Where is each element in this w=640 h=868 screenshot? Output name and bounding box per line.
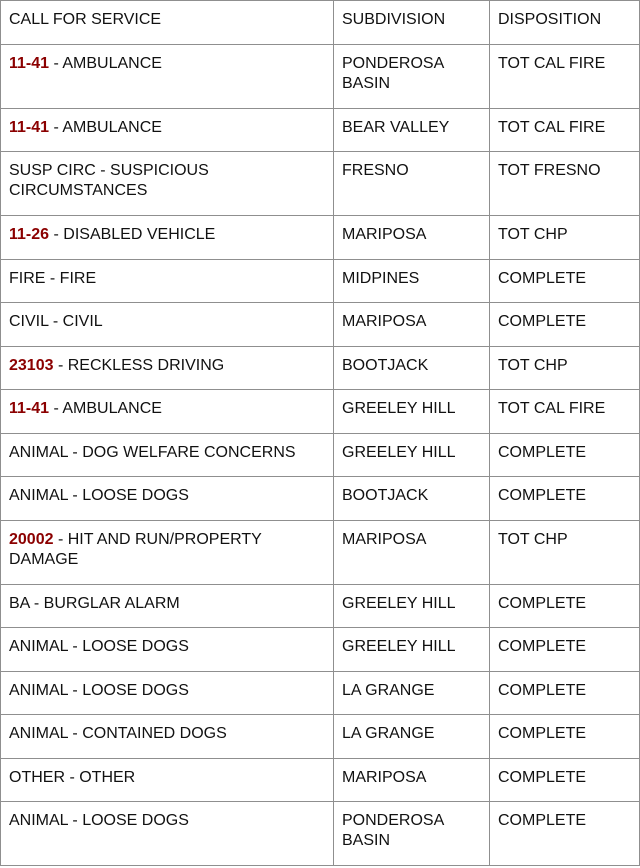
disposition-cell: COMPLETE [490, 584, 640, 628]
table-row [1, 44, 640, 108]
call-cell [1, 44, 334, 108]
call-description: - RECKLESS DRIVING [53, 356, 225, 374]
subdivision-cell: GREELEY HILL [334, 433, 490, 477]
disposition-cell: COMPLETE [490, 671, 640, 715]
call-cell [1, 671, 334, 715]
table-row [1, 584, 640, 628]
subdivision-cell: MARIPOSA [334, 303, 490, 347]
disposition-cell: TOT CHP [490, 346, 640, 390]
call-cell [1, 346, 334, 390]
call-cell [1, 520, 334, 584]
subdivision-cell: MIDPINES [334, 259, 490, 303]
subdivision-cell: BOOTJACK [334, 346, 490, 390]
call-cell [1, 802, 334, 866]
call-code: 23103 [9, 356, 54, 374]
subdivision-cell: GREELEY HILL [334, 628, 490, 672]
subdivision-cell: PONDEROSA BASIN [334, 44, 490, 108]
call-description: - DISABLED VEHICLE [49, 226, 216, 243]
subdivision-cell: GREELEY HILL [334, 390, 490, 434]
call-cell [1, 715, 334, 759]
call-description: - AMBULANCE [49, 54, 162, 72]
call-cell [1, 433, 334, 477]
table-row [1, 303, 640, 347]
call-code: 11-41 [9, 54, 50, 72]
call-cell [1, 628, 334, 672]
subdivision-cell: GREELEY HILL [334, 584, 490, 628]
call-cell [1, 390, 334, 434]
call-description: ANIMAL - LOOSE DOGS [9, 638, 189, 655]
call-description: ANIMAL - DOG WELFARE CONCERNS [9, 443, 296, 461]
call-description: FIRE - FIRE [9, 269, 97, 287]
disposition-cell: COMPLETE [490, 758, 640, 802]
disposition-cell: COMPLETE [490, 802, 640, 866]
disposition-cell: COMPLETE [490, 303, 640, 347]
table-row [1, 259, 640, 303]
table-row [1, 390, 640, 434]
disposition-cell: TOT CAL FIRE [490, 44, 640, 108]
call-code: 11-41 [9, 118, 50, 136]
table-row [1, 628, 640, 672]
disposition-cell: COMPLETE [490, 433, 640, 477]
call-description: ANIMAL - CONTAINED DOGS [9, 725, 227, 742]
disposition-cell: TOT CHP [490, 520, 640, 584]
table-row [1, 520, 640, 584]
table-row [1, 433, 640, 477]
call-description: - AMBULANCE [49, 400, 162, 417]
call-description: CIVIL - CIVIL [9, 313, 103, 330]
call-code: 11-41 [9, 400, 50, 417]
call-cell [1, 303, 334, 347]
table-row [1, 108, 640, 152]
call-description: OTHER - OTHER [9, 768, 136, 786]
call-cell [1, 259, 334, 303]
call-description: - HIT AND RUN/PROPERTY DAMAGE [9, 530, 262, 568]
table-row [1, 152, 640, 216]
subdivision-cell: BOOTJACK [334, 477, 490, 521]
call-cell [1, 584, 334, 628]
table-row [1, 758, 640, 802]
disposition-cell: COMPLETE [490, 628, 640, 672]
table-row [1, 715, 640, 759]
call-cell [1, 216, 334, 260]
table-row [1, 477, 640, 521]
subdivision-cell: MARIPOSA [334, 216, 490, 260]
subdivision-cell: BEAR VALLEY [334, 108, 490, 152]
subdivision-cell: PONDEROSA BASIN [334, 802, 490, 866]
subdivision-cell: LA GRANGE [334, 715, 490, 759]
header-subdivision: SUBDIVISION [334, 1, 490, 45]
header-row [1, 1, 640, 45]
call-description: ANIMAL - LOOSE DOGS [9, 487, 189, 504]
call-description: - AMBULANCE [49, 118, 162, 136]
disposition-cell: COMPLETE [490, 715, 640, 759]
table-row [1, 802, 640, 866]
table-row [1, 671, 640, 715]
call-code: 11-26 [9, 226, 50, 243]
header-disposition: DISPOSITION [490, 1, 640, 45]
disposition-cell: TOT FRESNO [490, 152, 640, 216]
disposition-cell: TOT CAL FIRE [490, 108, 640, 152]
disposition-cell: COMPLETE [490, 259, 640, 303]
call-cell [1, 758, 334, 802]
call-cell [1, 108, 334, 152]
subdivision-cell: MARIPOSA [334, 520, 490, 584]
table-row [1, 216, 640, 260]
header-call-for-service: CALL FOR SERVICE [1, 1, 334, 45]
call-code: 20002 [9, 530, 54, 548]
call-description: SUSP CIRC - SUSPICIOUS CIRCUMSTANCES [9, 162, 209, 199]
call-description: ANIMAL - LOOSE DOGS [9, 681, 189, 699]
call-cell [1, 152, 334, 216]
subdivision-cell: LA GRANGE [334, 671, 490, 715]
call-description: BA - BURGLAR ALARM [9, 594, 180, 612]
disposition-cell: COMPLETE [490, 477, 640, 521]
call-description: ANIMAL - LOOSE DOGS [9, 812, 189, 829]
disposition-cell: TOT CAL FIRE [490, 390, 640, 434]
call-cell [1, 477, 334, 521]
table-row [1, 346, 640, 390]
subdivision-cell: FRESNO [334, 152, 490, 216]
subdivision-cell: MARIPOSA [334, 758, 490, 802]
disposition-cell: TOT CHP [490, 216, 640, 260]
